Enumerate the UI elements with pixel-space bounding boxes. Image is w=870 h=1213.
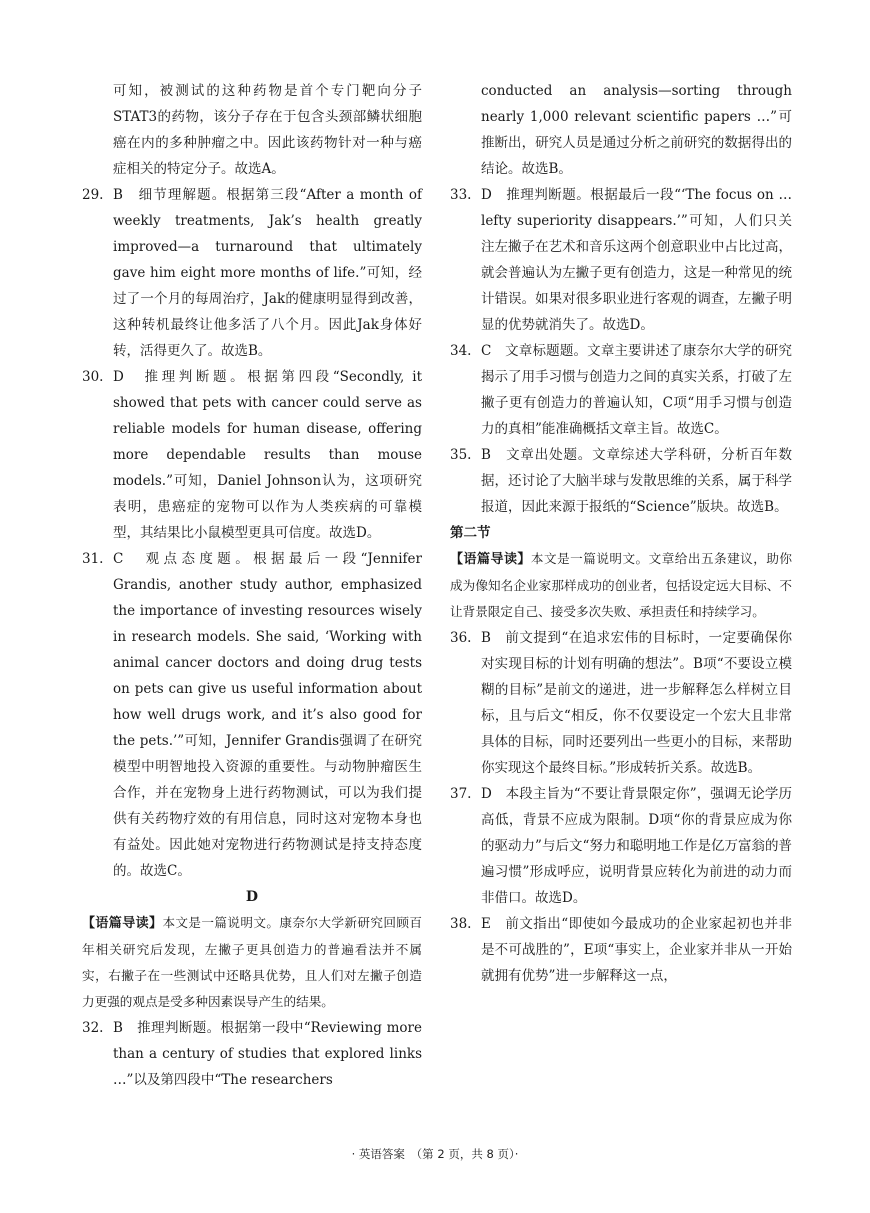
answer-38-text: E 前文指出“即使如今最成功的企业家起初也并非是不可战胜的”，E项“事实上，企业家并非从一开始就拥有优势”进一步解释这一点， — [481, 916, 792, 984]
answer-30-text: D 推理判断题。根据第四段“Secondly, it showed that pets with cancer could serve as reliable models for human disease, offering more dependable results than mouse models.”可知，Daniel Johnson认为，这项研究表明，患癌症的宠物可以作为人类疾病的可靠模型，其结果比小鼠模型更具可信度。故选D。 — [113, 369, 422, 541]
page-footer: · 英语答案 （第 2 页，共 8 页）· — [351, 1147, 519, 1161]
answer-38-number: 38. — [450, 916, 472, 932]
answer-29 — [82, 182, 422, 364]
answer-35-text: B 文章出处题。文章综述大学科研，分析百年数据，还讨论了大脑半球与发散思维的关系，属于科学报道，因此来源于报纸的“Science”版块。故选B。 — [481, 447, 792, 515]
answer-31-text: C 观点态度题。根据最后一段“Jennifer Grandis, another study author, emphasized the importance of investing resources wisely in research models. She said, ‘Working with animal cancer doctors and doing drug tests on pets can give us useful information about how well drugs work, and it’s also good for the pets.’”可知，Jennifer Grandis强调了在研究模型中明智地投入资源的重要性。与动物肿瘤医生合作，并在宠物身上进行药物测试，可以为我们提供有关药物疗效的有用信息，同时这对宠物本身也有益处。因此她对宠物进行药物测试是持支持态度的。故选C。 — [113, 551, 422, 879]
answer-30 — [82, 364, 422, 546]
answer-31 — [82, 546, 422, 884]
answer-29-number: 29. — [82, 187, 104, 203]
answer-34-number: 34. — [450, 343, 472, 359]
passage-guide-text: 本文是一篇说明文。文章给出五条建议，助你成为像知名企业家那样成功的创业者，包括设定远大目标、不让背景限定自己、接受多次失败、承担责任和持续学习。 — [450, 551, 792, 619]
answer-33-number: 33. — [450, 187, 472, 203]
answer-37-text: D 本段主旨为“不要让背景限定你”，强调无论学历高低，背景不应成为限制。D项“你的背景应成为你的驱动力”与后文“努力和聪明地工作是亿万富翁的普遍习惯”形成呼应，说明背景应转化为前进的动力而非借口。故选D。 — [481, 786, 792, 906]
answer-32-number: 32. — [82, 1020, 104, 1036]
passage-guide-d — [82, 910, 422, 1015]
section-d-heading: D — [245, 889, 259, 905]
answer-33 — [450, 182, 792, 338]
passage-guide-label: 【语篇导读】 — [450, 552, 531, 567]
answer-34 — [450, 338, 792, 442]
answer-37-number: 37. — [450, 786, 472, 802]
section-2-heading: 第二节 — [450, 525, 491, 541]
answer-36-text: B 前文提到“在追求宏伟的目标时，一定要确保你对实现目标的计划有明确的想法”。B项“不要设立模糊的目标”是前文的递进，进一步解释怎么样树立目标，且与后文“相反，你不仅要设定一个宏大且非常具体的目标，同时还要列出一些更小的目标，来帮助你实现这个最终目标。”形成转折关系。故选B。 — [481, 630, 792, 776]
right-column — [450, 78, 792, 989]
passage-guide-label: 【语篇导读】 — [82, 916, 163, 931]
answer-35 — [450, 442, 792, 520]
answer-30-number: 30. — [82, 369, 104, 385]
passage-guide-text: 本文是一篇说明文。康奈尔大学新研究回顾百年相关研究后发现，左撇子更具创造力的普遍看法并不属实，右撇子在一些测试中还略具优势，且人们对左撇子创造力更强的观点是受多种因素误导产生的结果。 — [82, 915, 422, 1009]
answer-32 — [82, 1015, 422, 1093]
answer-29-text: B 细节理解题。根据第三段“After a month of weekly treatments, Jak’s health greatly improved—a turnaround that ultimately gave him eight more months of life.”可知，经过了一个月的每周治疗，Jak的健康明显得到改善，这种转机最终让他多活了八个月。因此Jak身体好转，活得更久了。故选B。 — [113, 187, 422, 359]
answer-31-number: 31. — [82, 551, 104, 567]
left-column — [82, 78, 422, 1093]
answer-34-text: C 文章标题题。文章主要讲述了康奈尔大学的研究揭示了用手习惯与创造力之间的真实关系，打破了左撇子更有创造力的普遍认知，C项“用手习惯与创造力的真相”能准确概括文章主旨。故选C。 — [481, 343, 792, 437]
answer-38 — [450, 911, 792, 989]
q32-continuation: conducted an analysis—sorting through nearly 1,000 relevant scientific papers …”可推断出，研究人员是通过分析之前研究的数据得出的结论。故选B。 — [481, 83, 792, 177]
answer-35-number: 35. — [450, 447, 472, 463]
answer-33-text: D 推理判断题。根据最后一段“‘The focus on … lefty superiority disappears.’”可知，人们只关注左撇子在艺术和音乐这两个创意职业中占比过高，就会普遍认为左撇子更有创造力，这是一种常见的统计错误。如果对很多职业进行客观的调查，左撇子明显的优势就消失了。故选D。 — [481, 187, 792, 333]
answer-36-number: 36. — [450, 630, 472, 646]
answer-37 — [450, 781, 792, 911]
q28-continuation: 可知，被测试的这种药物是首个专门靶向分子STAT3的药物，该分子存在于包含头颈部鳞状细胞癌在内的多种肿瘤之中。因此该药物针对一种与癌症相关的特定分子。故选A。 — [113, 83, 422, 177]
passage-guide-2 — [450, 546, 792, 625]
answer-36 — [450, 625, 792, 781]
answer-32-text: B 推理判断题。根据第一段中“Reviewing more than a century of studies that explored links …”以及第四段中“The researchers — [113, 1020, 422, 1088]
